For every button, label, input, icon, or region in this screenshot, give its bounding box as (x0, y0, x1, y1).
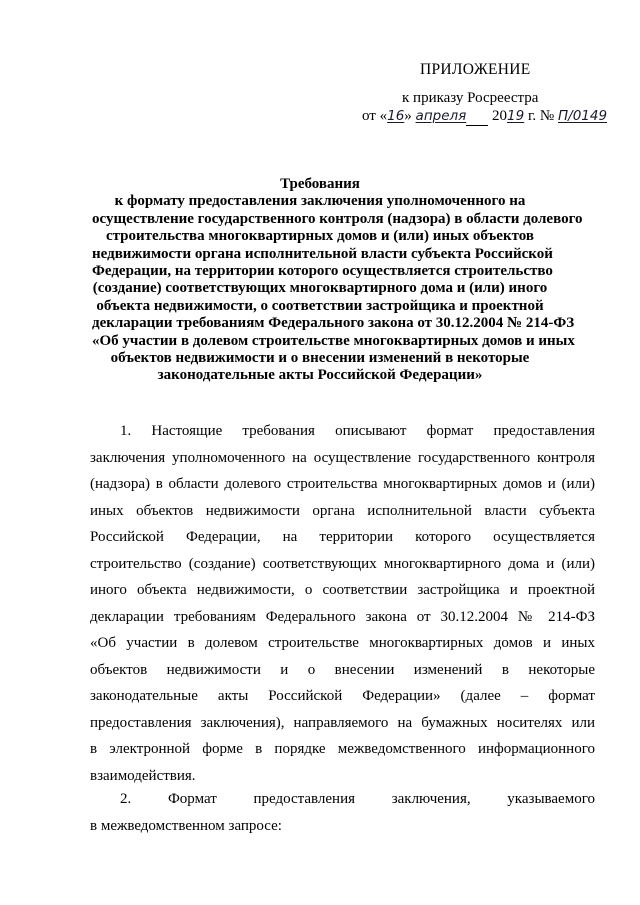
paragraph-line: «Об участии в долевом строительстве многоквартирных домов и иных (90, 635, 595, 651)
document-title (92, 176, 583, 385)
title-line: (создание) соответствующих многоквартирного дома и (или) иного (92, 280, 548, 297)
paragraph-line: в межведомственном запросе: (90, 817, 282, 834)
paragraph-line: законодательные акты Российской Федерации» (далее – формат (90, 688, 595, 704)
order-year-prefix: 20 (492, 108, 508, 124)
annex-label: ПРИЛОЖЕНИЕ (420, 61, 531, 78)
order-prefix: от « (362, 108, 388, 124)
title-line: Федерации, на территории которого осуществляется строительство (92, 263, 553, 280)
paragraph-line: взаимодействия. (90, 767, 196, 784)
order-mid: » (404, 108, 412, 124)
order-month-handwritten: апреля (415, 108, 467, 124)
paragraph-line: Российской Федерации, на территории которого осуществляется (90, 529, 595, 545)
paragraph-line: строительство (создание) соответствующих многоквартирного дома и (или) (90, 555, 595, 572)
title-line: законодательные акты Российской Федерации» (157, 367, 483, 384)
order-reference: к приказу Росреестра (402, 90, 539, 106)
paragraph-2 (90, 786, 595, 839)
paragraph-line: иного объекта недвижимости, о соответствии застройщика и проектной (90, 582, 595, 598)
title-line: объектов недвижимости и о внесении изменений в некоторые (110, 350, 530, 367)
title-line: «Об участии в долевом строительстве многоквартирных домов и иных (92, 332, 575, 349)
order-day-handwritten: 16 (387, 108, 405, 124)
paragraph-line: 2. Формат предоставления заключения, указываемого (120, 791, 595, 807)
order-date-number (362, 108, 607, 126)
title-line: недвижимости органа исполнительной власти субъекта Российской (92, 245, 553, 262)
paragraph-line: заключения уполномоченного на осуществление государственного контроля (90, 449, 595, 466)
order-number-handwritten: П/0149 (558, 108, 608, 124)
paragraph-line: (надзора) в области долевого строительства многоквартирных домов и (или) (90, 476, 595, 492)
title-line: строительства многоквартирных домов и (или) иных объектов (105, 228, 535, 245)
order-year-handwritten: 19 (507, 108, 525, 124)
title-line: объекта недвижимости, о соответствии застройщика и проектной (96, 297, 544, 314)
paragraph-line: предоставления заключения), направляемого на бумажных носителях или (90, 714, 595, 731)
paragraph-1 (90, 418, 595, 789)
title-line: осуществление государственного контроля (надзора) в области долевого (92, 210, 583, 227)
paragraph-line: в электронной форме в порядке межведомственного информационного (90, 741, 595, 757)
title-line: к формату предоставления заключения уполномоченного на (114, 193, 526, 210)
underline-gap (466, 108, 488, 126)
title-line: декларации требованиям Федерального закона от 30.12.2004 № 214-ФЗ (92, 315, 575, 332)
paragraph-line: декларации требованиям Федерального закона от 30.12.2004 № 214-ФЗ (90, 608, 595, 625)
title-main: Требования (280, 176, 360, 192)
paragraph-line: 1. Настоящие требования описывают формат предоставления (120, 423, 595, 439)
order-year-tail: г. № (527, 108, 555, 124)
paragraph-line: объектов недвижимости и о внесении изменений в некоторые (90, 661, 595, 678)
paragraph-line: иных объектов недвижимости органа исполнительной власти субъекта (90, 502, 595, 519)
